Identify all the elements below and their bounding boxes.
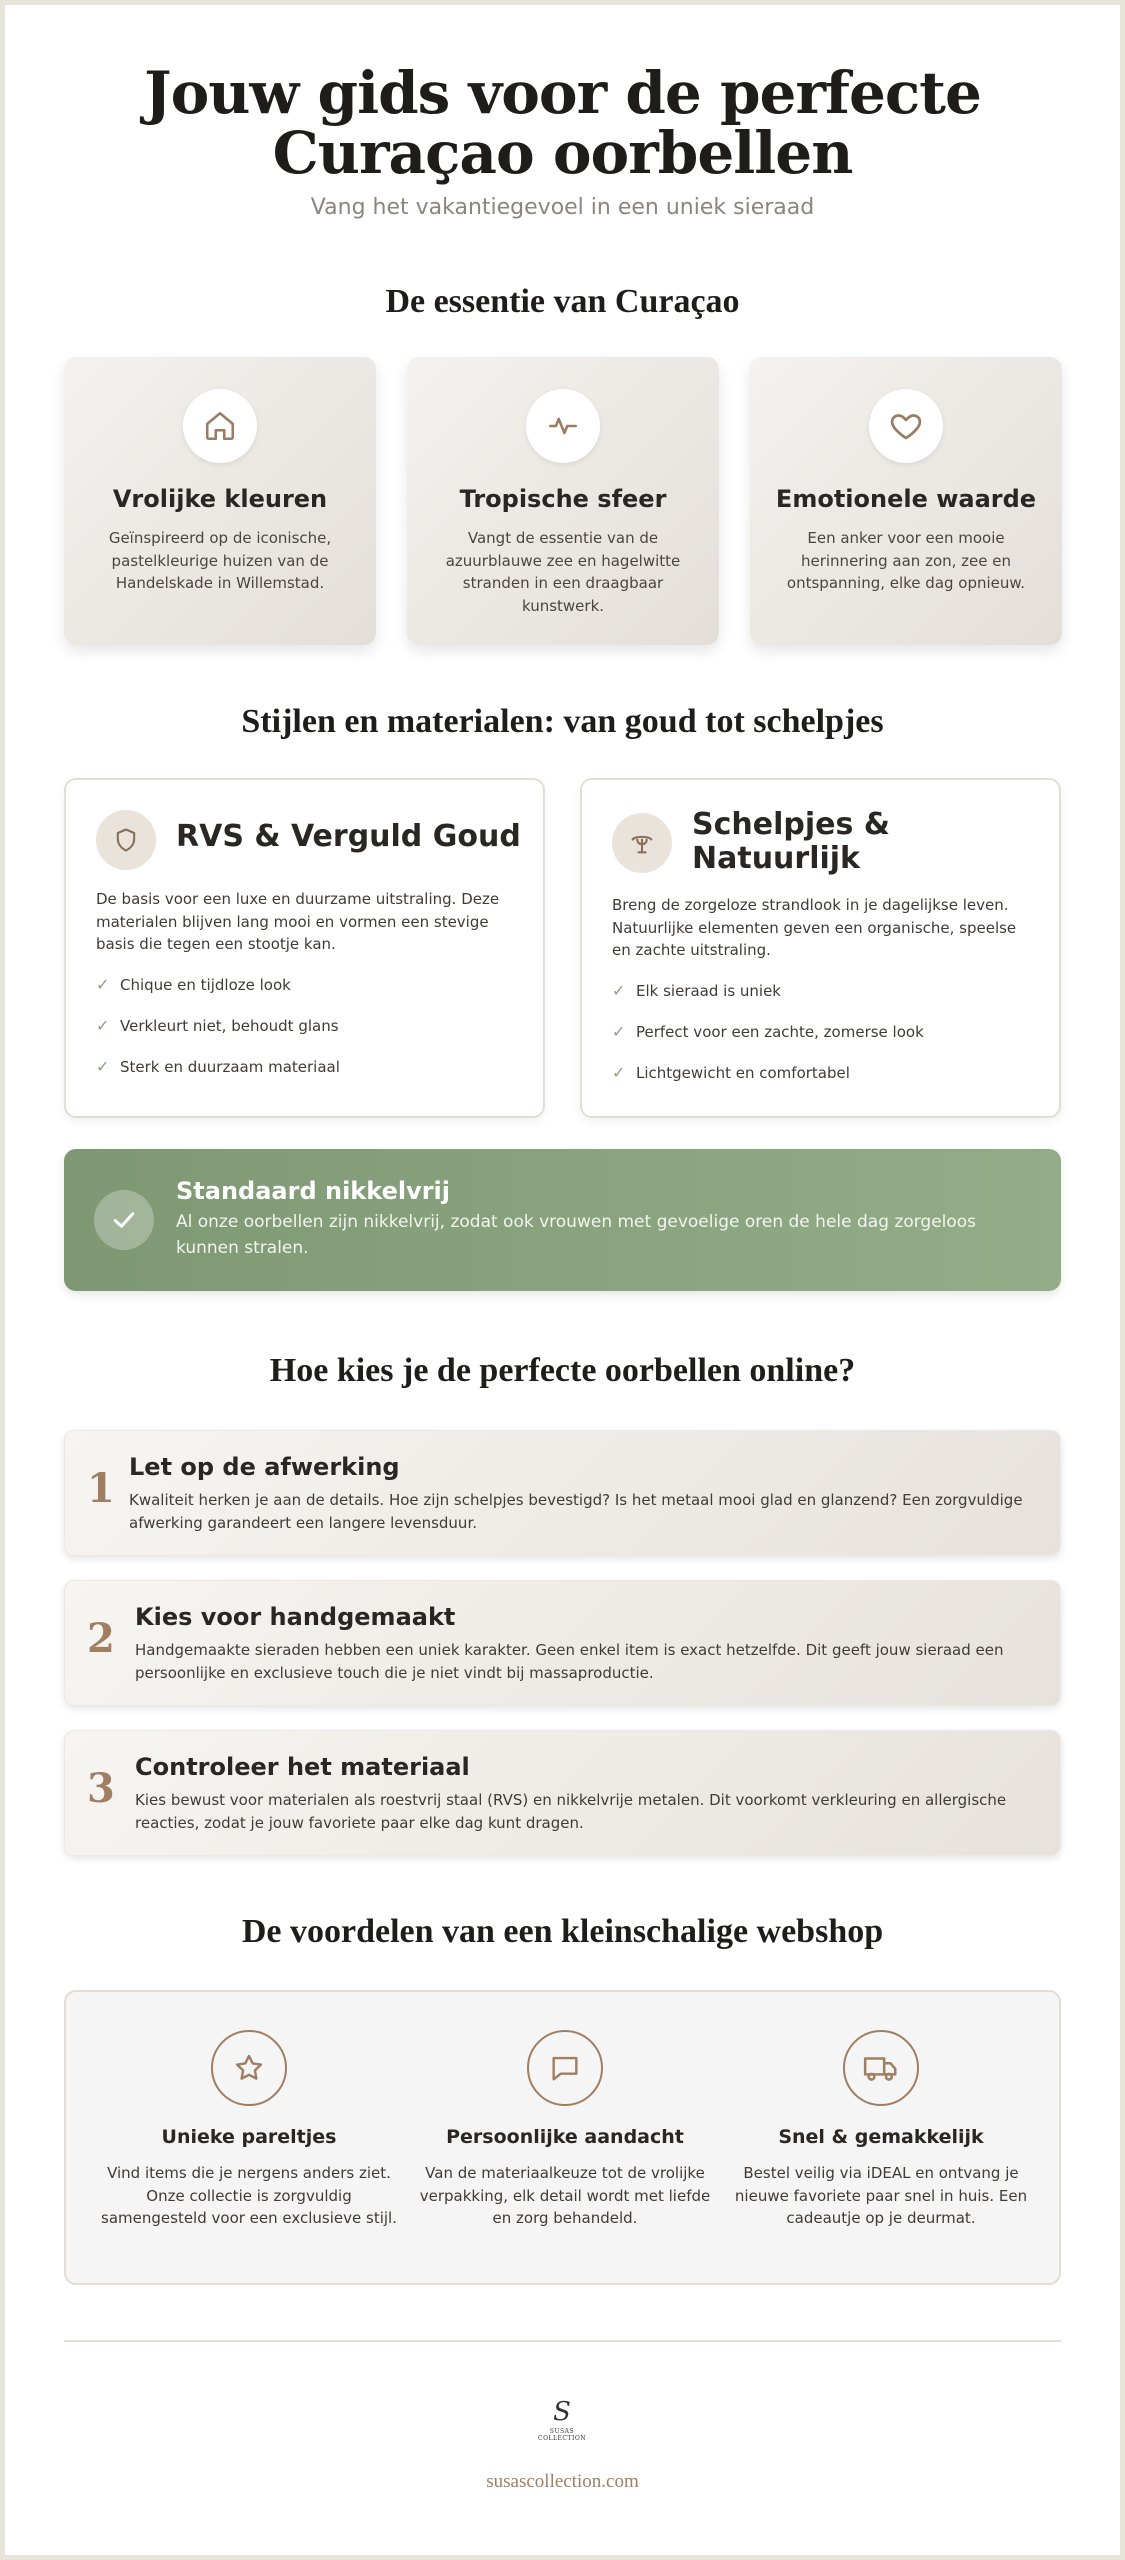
house-icon xyxy=(183,389,257,463)
benefit-title: Unieke pareltjes xyxy=(161,2126,337,2148)
nickel-text: Al onze oorbellen zijn nikkelvrij, zodat ook vrouwen met gevoelige oren de hele dag zorgeloos kunnen stralen. xyxy=(176,1212,977,1258)
essence-card-title: Emotionele waarde xyxy=(775,485,1037,513)
benefit-text: Vind items die je nergens anders ziet. Onze collectie is zorgvuldig samengesteld voor een exclusieve stijl. xyxy=(101,2164,397,2227)
brand-logo xyxy=(527,2398,597,2448)
check-icon: ✓ xyxy=(96,975,110,994)
hero-subtitle: Vang het vakantiegevoel in een uniek sieraad xyxy=(310,195,815,220)
pulse-icon xyxy=(526,389,600,463)
check-icon xyxy=(94,1190,154,1250)
benefit-text: Van de materiaalkeuze tot de vrolijke verpakking, elk detail wordt met liefde en zorg behandeld. xyxy=(419,2164,711,2227)
tip-number: 1 xyxy=(87,1465,115,1512)
hero-title xyxy=(5,59,1120,187)
tip-title: Controleer het materiaal xyxy=(135,1753,470,1781)
essence-card-text: Geïnspireerd op de iconische, pastelkleurige huizen van de Handelskade in Willemstad. xyxy=(108,529,332,592)
hero-title-line1: Jouw gids voor de perfecte xyxy=(144,59,981,127)
check-icon: ✓ xyxy=(96,1016,110,1035)
tip-card xyxy=(64,1430,1061,1556)
material-card-title: RVS & Verguld Goud xyxy=(176,819,521,854)
essence-card-text: Een anker voor een mooie herinnering aan zon, zee en ontspanning, elke dag opnieuw. xyxy=(786,529,1026,592)
materials-section-title: Stijlen en materialen: van goud tot schelpjes xyxy=(241,703,884,740)
material-feature-list xyxy=(612,970,1029,1093)
tip-title: Kies voor handgemaakt xyxy=(135,1603,456,1631)
check-icon: ✓ xyxy=(612,981,626,1000)
page xyxy=(5,5,1120,2555)
benefits-section-title: De voordelen van een kleinschalige webshop xyxy=(241,1913,884,1950)
chat-icon xyxy=(527,2030,603,2106)
benefit-title: Persoonlijke aandacht xyxy=(446,2126,684,2148)
tip-title: Let op de afwerking xyxy=(129,1453,400,1481)
material-feature-list xyxy=(96,964,513,1087)
shield-icon xyxy=(96,810,156,870)
check-icon: ✓ xyxy=(612,1022,626,1041)
material-card-gold xyxy=(64,778,545,1118)
material-card-description: Breng de zorgeloze strandlook in je dagelijkse leven. Natuurlijke elementen geven een organische, speelse en zachte uitstraling. xyxy=(612,896,1017,959)
essence-card xyxy=(407,357,719,645)
essence-section-title: De essentie van Curaçao xyxy=(385,283,740,320)
footer-divider xyxy=(64,2340,1061,2342)
list-item: ✓ Verkleurt niet, behoudt glans xyxy=(96,1016,339,1035)
shell-icon xyxy=(612,813,672,873)
tips-section-title: Hoe kies je de perfecte oorbellen online? xyxy=(269,1352,856,1389)
essence-card xyxy=(64,357,376,645)
essence-card-text: Vangt de essentie van de azuurblauwe zee en hagelwitte stranden in een draagbaar kunstwerk. xyxy=(445,529,681,615)
tip-number: 2 xyxy=(87,1615,115,1662)
benefit-title: Snel & gemakkelijk xyxy=(778,2126,984,2148)
check-icon: ✓ xyxy=(96,1057,110,1076)
list-item: ✓ Sterk en duurzaam materiaal xyxy=(96,1057,340,1076)
tip-text: Kies bewust voor materialen als roestvrij staal (RVS) en nikkelvrije metalen. Dit voorkomt verkleuring en allergische reacties, zodat je jouw favoriete paar elke dag kunt dragen. xyxy=(135,1791,1007,1832)
benefit-item xyxy=(731,2030,1031,2230)
benefit-item xyxy=(99,2030,399,2230)
logo-mark: S xyxy=(553,2397,571,2427)
tip-text: Kwaliteit herken je aan de details. Hoe zijn schelpjes bevestigd? Is het metaal mooi glad en glanzend? Een zorgvuldige afwerking garandeert een langere levensduur. xyxy=(129,1491,1023,1532)
star-icon xyxy=(211,2030,287,2106)
benefits-panel xyxy=(64,1990,1061,2285)
essence-card-title: Tropische sfeer xyxy=(459,485,667,513)
truck-icon xyxy=(843,2030,919,2106)
check-icon: ✓ xyxy=(612,1063,626,1082)
essence-card-title: Vrolijke kleuren xyxy=(112,485,328,513)
essence-card xyxy=(750,357,1062,645)
benefit-text: Bestel veilig via iDEAL en ontvang je nieuwe favoriete paar snel in huis. Een cadeautje op je deurmat. xyxy=(734,2164,1028,2227)
tip-card xyxy=(64,1730,1061,1856)
material-card-shells xyxy=(580,778,1061,1118)
material-card-title: Schelpjes & Natuurlijk xyxy=(692,807,890,876)
tip-number: 3 xyxy=(87,1765,115,1812)
logo-text: SUSAS COLLECTION xyxy=(538,2428,586,2442)
website-link[interactable]: susascollection.com xyxy=(486,2471,639,2492)
hero-title-line2: Curaçao oorbellen xyxy=(272,119,853,187)
nickel-title: Standaard nikkelvrij xyxy=(176,1177,451,1205)
list-item: ✓ Elk sieraad is uniek xyxy=(612,981,781,1000)
list-item: ✓ Perfect voor een zachte, zomerse look xyxy=(612,1022,924,1041)
tip-card xyxy=(64,1580,1061,1706)
nickel-free-banner xyxy=(64,1149,1061,1291)
list-item: ✓ Chique en tijdloze look xyxy=(96,975,291,994)
tip-text: Handgemaakte sieraden hebben een uniek karakter. Geen enkel item is exact hetzelfde. Dit geeft jouw sieraad een persoonlijke en exclusieve touch die je niet vindt bij massaproductie. xyxy=(135,1641,1004,1682)
list-item: ✓ Lichtgewicht en comfortabel xyxy=(612,1063,850,1082)
heart-icon xyxy=(869,389,943,463)
material-card-description: De basis voor een luxe en duurzame uitstraling. Deze materialen blijven lang mooi en vormen een stevige basis die tegen een stootje kan. xyxy=(96,890,500,953)
benefit-item xyxy=(415,2030,715,2230)
